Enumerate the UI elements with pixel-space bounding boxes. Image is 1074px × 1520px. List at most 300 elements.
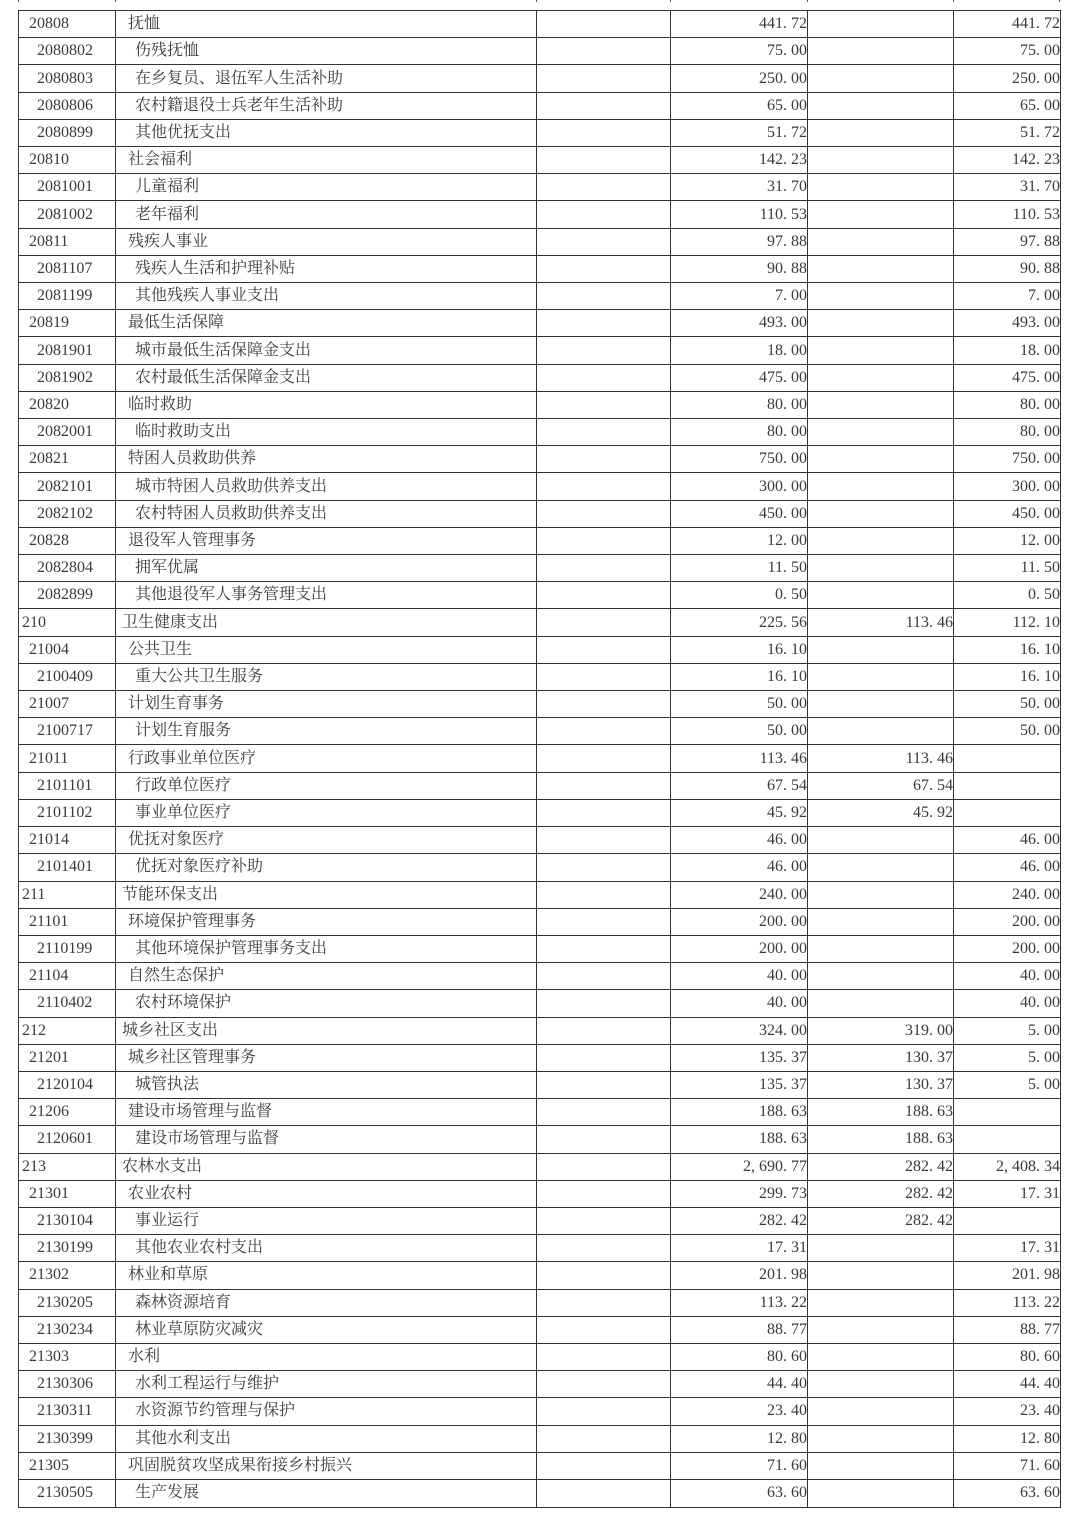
code-cell: 2130311 xyxy=(19,1398,116,1425)
blank-cell xyxy=(537,527,671,554)
amount3-cell: 40. 00 xyxy=(954,990,1061,1017)
name-cell: 社会福利 xyxy=(116,147,537,174)
code-cell: 2100717 xyxy=(19,718,116,745)
name-cell: 老年福利 xyxy=(116,201,537,228)
blank-cell xyxy=(537,38,671,65)
name-cell: 城乡社区支出 xyxy=(116,1017,537,1044)
code-cell: 2081107 xyxy=(19,255,116,282)
blank-cell xyxy=(537,1425,671,1452)
amount2-cell: 113. 46 xyxy=(808,745,954,772)
amount2-cell xyxy=(808,1343,954,1370)
amount1-cell: 12. 00 xyxy=(671,527,808,554)
code-cell: 211 xyxy=(19,881,116,908)
amount1-cell: 750. 00 xyxy=(671,446,808,473)
amount2-cell xyxy=(808,65,954,92)
table-row xyxy=(19,1371,1061,1398)
blank-cell xyxy=(537,364,671,391)
amount3-cell: 0. 50 xyxy=(954,582,1061,609)
blank-cell xyxy=(537,718,671,745)
blank-cell xyxy=(537,990,671,1017)
amount2-cell: 45. 92 xyxy=(808,799,954,826)
table-row xyxy=(19,228,1061,255)
table-row xyxy=(19,935,1061,962)
code-cell: 2082804 xyxy=(19,555,116,582)
amount2-cell xyxy=(808,527,954,554)
code-cell: 21004 xyxy=(19,636,116,663)
amount3-cell: 65. 00 xyxy=(954,92,1061,119)
name-cell: 城乡社区管理事务 xyxy=(116,1044,537,1071)
code-cell: 2130505 xyxy=(19,1479,116,1507)
table-row xyxy=(19,147,1061,174)
amount2-cell xyxy=(808,500,954,527)
amount3-cell: 5. 00 xyxy=(954,1071,1061,1098)
blank-cell xyxy=(537,609,671,636)
amount3-cell xyxy=(954,1099,1061,1126)
amount1-cell: 23. 40 xyxy=(671,1398,808,1425)
amount2-cell xyxy=(808,38,954,65)
amount1-cell: 45. 92 xyxy=(671,799,808,826)
blank-cell xyxy=(537,555,671,582)
table-row xyxy=(19,310,1061,337)
code-cell: 2080803 xyxy=(19,65,116,92)
name-cell: 其他环境保护管理事务支出 xyxy=(116,935,537,962)
table-row xyxy=(19,827,1061,854)
blank-cell xyxy=(537,1180,671,1207)
amount2-cell: 282. 42 xyxy=(808,1180,954,1207)
code-cell: 21014 xyxy=(19,827,116,854)
blank-cell xyxy=(537,337,671,364)
name-cell: 残疾人事业 xyxy=(116,228,537,255)
amount1-cell: 0. 50 xyxy=(671,582,808,609)
blank-cell xyxy=(537,201,671,228)
code-cell: 2101101 xyxy=(19,772,116,799)
amount2-cell: 282. 42 xyxy=(808,1207,954,1234)
amount3-cell: 300. 00 xyxy=(954,473,1061,500)
code-cell: 2080802 xyxy=(19,38,116,65)
table-row xyxy=(19,609,1061,636)
table-row xyxy=(19,718,1061,745)
amount3-cell: 441. 72 xyxy=(954,11,1061,38)
name-cell: 林业和草原 xyxy=(116,1262,537,1289)
table-row xyxy=(19,391,1061,418)
amount1-cell: 250. 00 xyxy=(671,65,808,92)
amount3-cell: 18. 00 xyxy=(954,337,1061,364)
amount2-cell xyxy=(808,119,954,146)
amount1-cell: 46. 00 xyxy=(671,827,808,854)
code-cell: 21007 xyxy=(19,691,116,718)
amount1-cell: 200. 00 xyxy=(671,935,808,962)
amount1-cell: 65. 00 xyxy=(671,92,808,119)
amount1-cell: 88. 77 xyxy=(671,1316,808,1343)
amount2-cell xyxy=(808,881,954,908)
amount1-cell: 97. 88 xyxy=(671,228,808,255)
amount2-cell: 130. 37 xyxy=(808,1071,954,1098)
name-cell: 其他残疾人事业支出 xyxy=(116,283,537,310)
amount2-cell: 282. 42 xyxy=(808,1153,954,1180)
code-cell: 21206 xyxy=(19,1099,116,1126)
blank-cell xyxy=(537,174,671,201)
code-cell: 20819 xyxy=(19,310,116,337)
amount3-cell: 2, 408. 34 xyxy=(954,1153,1061,1180)
amount2-cell xyxy=(808,473,954,500)
name-cell: 临时救助支出 xyxy=(116,419,537,446)
table-row xyxy=(19,1343,1061,1370)
table-row xyxy=(19,663,1061,690)
table-row xyxy=(19,1180,1061,1207)
amount1-cell: 2, 690. 77 xyxy=(671,1153,808,1180)
amount1-cell: 50. 00 xyxy=(671,691,808,718)
amount2-cell xyxy=(808,228,954,255)
amount3-cell: 44. 40 xyxy=(954,1371,1061,1398)
amount1-cell: 40. 00 xyxy=(671,990,808,1017)
code-cell: 2130306 xyxy=(19,1371,116,1398)
code-cell: 2080899 xyxy=(19,119,116,146)
name-cell: 其他退役军人事务管理支出 xyxy=(116,582,537,609)
amount3-cell: 50. 00 xyxy=(954,691,1061,718)
blank-cell xyxy=(537,446,671,473)
code-cell: 2082102 xyxy=(19,500,116,527)
amount1-cell: 300. 00 xyxy=(671,473,808,500)
amount1-cell: 80. 00 xyxy=(671,419,808,446)
name-cell: 城管执法 xyxy=(116,1071,537,1098)
table-row xyxy=(19,1289,1061,1316)
code-cell: 2081002 xyxy=(19,201,116,228)
amount3-cell: 12. 80 xyxy=(954,1425,1061,1452)
amount1-cell: 441. 72 xyxy=(671,11,808,38)
code-cell: 21011 xyxy=(19,745,116,772)
blank-cell xyxy=(537,1452,671,1479)
amount3-cell: 110. 53 xyxy=(954,201,1061,228)
blank-cell xyxy=(537,1153,671,1180)
amount3-cell: 16. 10 xyxy=(954,636,1061,663)
amount3-cell: 17. 31 xyxy=(954,1235,1061,1262)
blank-cell xyxy=(537,65,671,92)
name-cell: 森林资源培育 xyxy=(116,1289,537,1316)
amount2-cell xyxy=(808,555,954,582)
amount2-cell xyxy=(808,174,954,201)
amount3-cell: 46. 00 xyxy=(954,854,1061,881)
amount1-cell: 225. 56 xyxy=(671,609,808,636)
amount1-cell: 63. 60 xyxy=(671,1479,808,1507)
name-cell: 城市最低生活保障金支出 xyxy=(116,337,537,364)
code-cell: 20821 xyxy=(19,446,116,473)
amount1-cell: 17. 31 xyxy=(671,1235,808,1262)
amount3-cell xyxy=(954,1207,1061,1234)
name-cell: 计划生育服务 xyxy=(116,718,537,745)
code-cell: 21303 xyxy=(19,1343,116,1370)
amount2-cell xyxy=(808,337,954,364)
code-cell: 21104 xyxy=(19,963,116,990)
table-row xyxy=(19,963,1061,990)
table-row xyxy=(19,1044,1061,1071)
name-cell: 城市特困人员救助供养支出 xyxy=(116,473,537,500)
amount2-cell: 188. 63 xyxy=(808,1099,954,1126)
code-cell: 20820 xyxy=(19,391,116,418)
name-cell: 其他优抚支出 xyxy=(116,119,537,146)
code-cell: 2081199 xyxy=(19,283,116,310)
amount3-cell xyxy=(954,745,1061,772)
name-cell: 行政事业单位医疗 xyxy=(116,745,537,772)
blank-cell xyxy=(537,1316,671,1343)
code-cell: 2080806 xyxy=(19,92,116,119)
table-row xyxy=(19,1479,1061,1507)
amount3-cell: 80. 60 xyxy=(954,1343,1061,1370)
table-row xyxy=(19,1316,1061,1343)
amount2-cell xyxy=(808,1289,954,1316)
blank-cell xyxy=(537,228,671,255)
blank-cell xyxy=(537,854,671,881)
amount1-cell: 44. 40 xyxy=(671,1371,808,1398)
amount3-cell: 200. 00 xyxy=(954,908,1061,935)
name-cell: 建设市场管理与监督 xyxy=(116,1099,537,1126)
table-row xyxy=(19,881,1061,908)
amount3-cell: 250. 00 xyxy=(954,65,1061,92)
table-row xyxy=(19,1099,1061,1126)
code-cell: 213 xyxy=(19,1153,116,1180)
blank-cell xyxy=(537,935,671,962)
blank-cell xyxy=(537,881,671,908)
name-cell: 儿童福利 xyxy=(116,174,537,201)
amount3-cell: 200. 00 xyxy=(954,935,1061,962)
amount2-cell: 319. 00 xyxy=(808,1017,954,1044)
table-row xyxy=(19,1207,1061,1234)
amount2-cell xyxy=(808,691,954,718)
amount1-cell: 282. 42 xyxy=(671,1207,808,1234)
amount3-cell: 75. 00 xyxy=(954,38,1061,65)
table-row xyxy=(19,1126,1061,1153)
name-cell: 事业运行 xyxy=(116,1207,537,1234)
blank-cell xyxy=(537,1343,671,1370)
table-row xyxy=(19,419,1061,446)
amount2-cell xyxy=(808,1262,954,1289)
code-cell: 2101401 xyxy=(19,854,116,881)
amount2-cell: 130. 37 xyxy=(808,1044,954,1071)
amount3-cell: 71. 60 xyxy=(954,1452,1061,1479)
amount1-cell: 142. 23 xyxy=(671,147,808,174)
amount1-cell: 110. 53 xyxy=(671,201,808,228)
name-cell: 农林水支出 xyxy=(116,1153,537,1180)
amount2-cell xyxy=(808,582,954,609)
table-row xyxy=(19,527,1061,554)
table-row xyxy=(19,119,1061,146)
name-cell: 农村籍退役士兵老年生活补助 xyxy=(116,92,537,119)
amount2-cell xyxy=(808,255,954,282)
blank-cell xyxy=(537,1099,671,1126)
name-cell: 计划生育事务 xyxy=(116,691,537,718)
name-cell: 林业草原防灾减灾 xyxy=(116,1316,537,1343)
blank-cell xyxy=(537,1479,671,1507)
amount2-cell xyxy=(808,854,954,881)
blank-cell xyxy=(537,799,671,826)
amount3-cell: 50. 00 xyxy=(954,718,1061,745)
amount1-cell: 240. 00 xyxy=(671,881,808,908)
table-row xyxy=(19,283,1061,310)
blank-cell xyxy=(537,745,671,772)
amount3-cell: 11. 50 xyxy=(954,555,1061,582)
table-row xyxy=(19,473,1061,500)
table-row xyxy=(19,799,1061,826)
name-cell: 环境保护管理事务 xyxy=(116,908,537,935)
code-cell: 2120601 xyxy=(19,1126,116,1153)
amount2-cell xyxy=(808,201,954,228)
table-row xyxy=(19,1235,1061,1262)
name-cell: 优抚对象医疗 xyxy=(116,827,537,854)
table-row xyxy=(19,446,1061,473)
amount3-cell xyxy=(954,1126,1061,1153)
name-cell: 最低生活保障 xyxy=(116,310,537,337)
amount1-cell: 11. 50 xyxy=(671,555,808,582)
name-cell: 农村特困人员救助供养支出 xyxy=(116,500,537,527)
table-row xyxy=(19,990,1061,1017)
cut-row-remnant xyxy=(807,0,808,2)
amount1-cell: 201. 98 xyxy=(671,1262,808,1289)
blank-cell xyxy=(537,1071,671,1098)
amount3-cell: 88. 77 xyxy=(954,1316,1061,1343)
cut-row-remnant xyxy=(18,0,19,2)
code-cell: 210 xyxy=(19,609,116,636)
amount2-cell xyxy=(808,636,954,663)
amount1-cell: 80. 60 xyxy=(671,1343,808,1370)
amount2-cell xyxy=(808,310,954,337)
amount1-cell: 75. 00 xyxy=(671,38,808,65)
table-row xyxy=(19,337,1061,364)
blank-cell xyxy=(537,283,671,310)
amount3-cell: 80. 00 xyxy=(954,419,1061,446)
amount2-cell xyxy=(808,147,954,174)
blank-cell xyxy=(537,255,671,282)
table-row xyxy=(19,854,1061,881)
amount2-cell xyxy=(808,419,954,446)
budget-expenditure-table xyxy=(18,10,1061,1508)
amount1-cell: 7. 00 xyxy=(671,283,808,310)
amount1-cell: 475. 00 xyxy=(671,364,808,391)
table-row xyxy=(19,745,1061,772)
blank-cell xyxy=(537,147,671,174)
code-cell: 21101 xyxy=(19,908,116,935)
amount1-cell: 50. 00 xyxy=(671,718,808,745)
amount2-cell xyxy=(808,718,954,745)
amount3-cell: 23. 40 xyxy=(954,1398,1061,1425)
name-cell: 退役军人管理事务 xyxy=(116,527,537,554)
cut-row-remnant xyxy=(536,0,537,2)
amount3-cell: 17. 31 xyxy=(954,1180,1061,1207)
blank-cell xyxy=(537,827,671,854)
code-cell: 212 xyxy=(19,1017,116,1044)
amount3-cell: 750. 00 xyxy=(954,446,1061,473)
amount1-cell: 113. 22 xyxy=(671,1289,808,1316)
amount2-cell xyxy=(808,663,954,690)
table-row xyxy=(19,1262,1061,1289)
amount3-cell: 80. 00 xyxy=(954,391,1061,418)
blank-cell xyxy=(537,92,671,119)
name-cell: 在乡复员、退伍军人生活补助 xyxy=(116,65,537,92)
table-row xyxy=(19,636,1061,663)
amount1-cell: 51. 72 xyxy=(671,119,808,146)
amount3-cell xyxy=(954,799,1061,826)
code-cell: 2082899 xyxy=(19,582,116,609)
amount2-cell xyxy=(808,1371,954,1398)
amount1-cell: 40. 00 xyxy=(671,963,808,990)
amount3-cell: 46. 00 xyxy=(954,827,1061,854)
name-cell: 节能环保支出 xyxy=(116,881,537,908)
amount2-cell xyxy=(808,963,954,990)
table-row xyxy=(19,11,1061,38)
blank-cell xyxy=(537,1017,671,1044)
table-row xyxy=(19,772,1061,799)
amount2-cell xyxy=(808,935,954,962)
amount3-cell: 7. 00 xyxy=(954,283,1061,310)
amount3-cell: 112. 10 xyxy=(954,609,1061,636)
amount3-cell: 97. 88 xyxy=(954,228,1061,255)
code-cell: 2130234 xyxy=(19,1316,116,1343)
blank-cell xyxy=(537,963,671,990)
amount2-cell: 67. 54 xyxy=(808,772,954,799)
blank-cell xyxy=(537,1262,671,1289)
blank-cell xyxy=(537,11,671,38)
code-cell: 2082101 xyxy=(19,473,116,500)
table-row xyxy=(19,92,1061,119)
table-row xyxy=(19,1452,1061,1479)
code-cell: 20808 xyxy=(19,11,116,38)
amount2-cell xyxy=(808,1398,954,1425)
amount3-cell: 475. 00 xyxy=(954,364,1061,391)
name-cell: 水利 xyxy=(116,1343,537,1370)
table-row xyxy=(19,38,1061,65)
amount3-cell: 40. 00 xyxy=(954,963,1061,990)
blank-cell xyxy=(537,691,671,718)
amount1-cell: 31. 70 xyxy=(671,174,808,201)
code-cell: 20828 xyxy=(19,527,116,554)
amount2-cell: 188. 63 xyxy=(808,1126,954,1153)
amount3-cell: 201. 98 xyxy=(954,1262,1061,1289)
amount2-cell: 113. 46 xyxy=(808,609,954,636)
name-cell: 农村环境保护 xyxy=(116,990,537,1017)
blank-cell xyxy=(537,772,671,799)
code-cell: 2081901 xyxy=(19,337,116,364)
amount1-cell: 12. 80 xyxy=(671,1425,808,1452)
cut-row-remnant xyxy=(115,0,116,2)
blank-cell xyxy=(537,663,671,690)
amount1-cell: 71. 60 xyxy=(671,1452,808,1479)
blank-cell xyxy=(537,473,671,500)
blank-cell xyxy=(537,1235,671,1262)
blank-cell xyxy=(537,636,671,663)
name-cell: 伤残抚恤 xyxy=(116,38,537,65)
amount2-cell xyxy=(808,391,954,418)
amount2-cell xyxy=(808,1452,954,1479)
name-cell: 公共卫生 xyxy=(116,636,537,663)
blank-cell xyxy=(537,1398,671,1425)
amount2-cell xyxy=(808,446,954,473)
code-cell: 2130399 xyxy=(19,1425,116,1452)
code-cell: 21201 xyxy=(19,1044,116,1071)
table-row xyxy=(19,65,1061,92)
blank-cell xyxy=(537,119,671,146)
amount3-cell: 493. 00 xyxy=(954,310,1061,337)
amount1-cell: 67. 54 xyxy=(671,772,808,799)
name-cell: 临时救助 xyxy=(116,391,537,418)
amount2-cell xyxy=(808,1316,954,1343)
code-cell: 2081001 xyxy=(19,174,116,201)
table-row xyxy=(19,1071,1061,1098)
name-cell: 抚恤 xyxy=(116,11,537,38)
amount3-cell: 31. 70 xyxy=(954,174,1061,201)
table-row xyxy=(19,364,1061,391)
amount2-cell xyxy=(808,1235,954,1262)
blank-cell xyxy=(537,908,671,935)
amount2-cell xyxy=(808,1425,954,1452)
amount2-cell xyxy=(808,11,954,38)
